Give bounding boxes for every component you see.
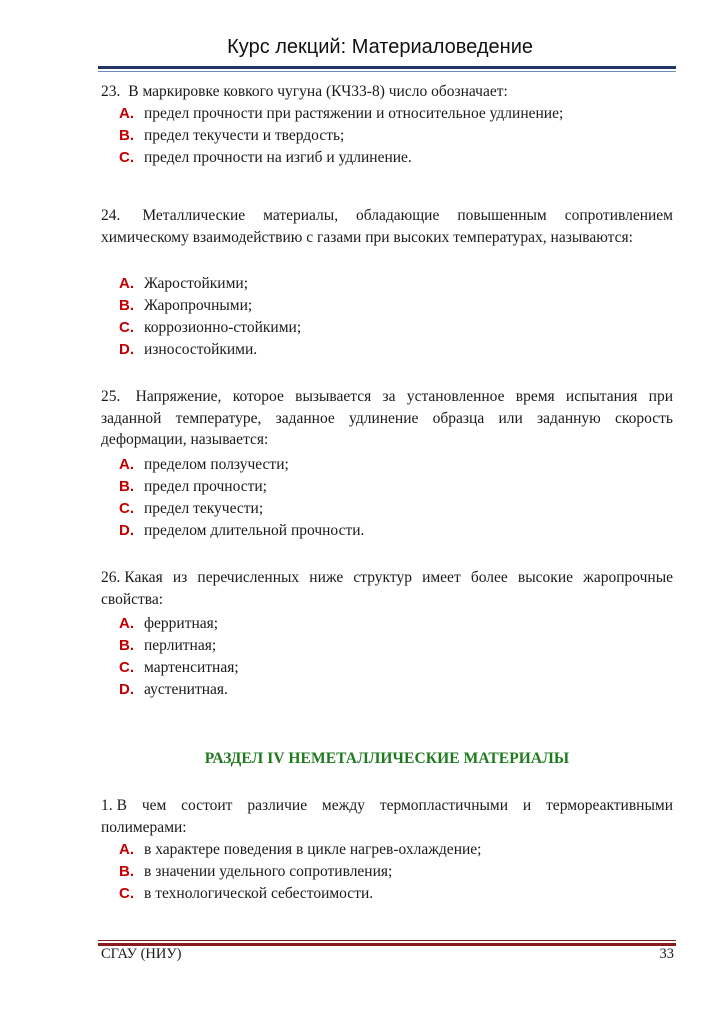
option-letter: C. — [119, 500, 134, 517]
option-letter: D. — [119, 681, 134, 698]
option-letter: C. — [119, 319, 134, 336]
option-text: пределом длительной прочности. — [144, 522, 365, 539]
option-c — [119, 147, 563, 169]
footer-rule — [98, 943, 676, 946]
option-letter: B. — [119, 637, 134, 654]
option-d — [119, 520, 364, 542]
question-text: Напряжение, которое вызывается за установленное время испытания при заданной температуре, заданное удлинение образца или заданную скорость деформации, называется: — [101, 388, 673, 448]
option-b — [119, 476, 364, 498]
question-section-1 — [101, 795, 673, 838]
option-text: коррозионно-стойкими; — [144, 319, 302, 336]
option-letter: D. — [119, 341, 134, 358]
page-header-title: Курс лекций: Материаловедение — [227, 36, 533, 58]
section-heading: РАЗДЕЛ IV НЕМЕТАЛЛИЧЕСКИЕ МАТЕРИАЛЫ — [204, 750, 570, 767]
option-letter: C. — [119, 885, 134, 902]
option-text: предел текучести и твердость; — [144, 127, 345, 144]
question-number: 1. — [101, 797, 113, 814]
option-a — [119, 613, 239, 635]
option-b — [119, 125, 563, 147]
option-b — [119, 861, 481, 883]
question-number: 23. — [101, 83, 121, 100]
page-number: 33 — [659, 946, 674, 962]
option-letter: D. — [119, 522, 134, 539]
footer-university: СГАУ (НИУ) — [101, 946, 182, 962]
footer-rule-thin — [98, 940, 676, 941]
option-d — [119, 679, 239, 701]
question-number: 25. — [101, 388, 121, 405]
option-letter: A. — [119, 275, 134, 292]
option-letter: B. — [119, 297, 134, 314]
options-list-26 — [119, 613, 239, 701]
option-text: предел прочности на изгиб и удлинение. — [144, 149, 412, 166]
option-text: предел прочности; — [144, 478, 267, 495]
option-b — [119, 635, 239, 657]
header-rule-thin — [98, 71, 676, 72]
question-24 — [101, 205, 673, 248]
option-text: ферритная; — [144, 615, 219, 632]
option-text: пределом ползучести; — [144, 456, 289, 473]
question-text: Какая из перечисленных ниже структур имеет более высокие жаропрочные свойства: — [101, 569, 673, 608]
option-letter: B. — [119, 478, 134, 495]
option-text: мартенситная; — [144, 659, 239, 676]
option-letter: B. — [119, 863, 134, 880]
option-c — [119, 498, 364, 520]
options-list-25 — [119, 454, 364, 542]
option-text: предел прочности при растяжении и относительное удлинение; — [144, 105, 564, 122]
option-letter: B. — [119, 127, 134, 144]
option-d — [119, 339, 301, 361]
option-c — [119, 657, 239, 679]
option-a — [119, 103, 563, 125]
option-letter: A. — [119, 105, 134, 122]
options-list-23 — [119, 103, 563, 169]
question-25 — [101, 386, 673, 451]
option-letter: A. — [119, 456, 134, 473]
option-text: Жаростойкими; — [144, 275, 248, 292]
question-26 — [101, 567, 673, 610]
option-a — [119, 454, 364, 476]
options-list-section-1 — [119, 839, 481, 905]
question-number: 26. — [101, 569, 121, 586]
option-a — [119, 273, 301, 295]
option-text: в характере поведения в цикле нагрев-охлаждение; — [144, 841, 482, 858]
option-letter: A. — [119, 615, 134, 632]
option-text: предел текучести; — [144, 500, 264, 517]
option-letter: C. — [119, 659, 134, 676]
question-text: Металлические материалы, обладающие повышенным сопротивлением химическому взаимодействию с газами при высоких температурах, называются: — [101, 207, 673, 246]
option-text: Жаропрочными; — [144, 297, 253, 314]
question-text: В маркировке ковкого чугуна (КЧ33-8) число обозначает: — [124, 83, 508, 100]
option-c — [119, 317, 301, 339]
option-text: в значении удельного сопротивления; — [144, 863, 393, 880]
header-rule — [98, 66, 676, 69]
option-letter: A. — [119, 841, 134, 858]
option-text: перлитная; — [144, 637, 217, 654]
option-text: в технологической себестоимости. — [144, 885, 374, 902]
question-text: В чем состоит различие между термопластичными и термореактивными полимерами: — [101, 797, 673, 836]
option-letter: C. — [119, 149, 134, 166]
option-text: износостойкими. — [144, 341, 258, 358]
option-c — [119, 883, 481, 905]
question-23 — [101, 81, 673, 103]
option-a — [119, 839, 481, 861]
option-b — [119, 295, 301, 317]
options-list-24 — [119, 273, 301, 361]
option-text: аустенитная. — [144, 681, 228, 698]
question-number: 24. — [101, 207, 121, 224]
